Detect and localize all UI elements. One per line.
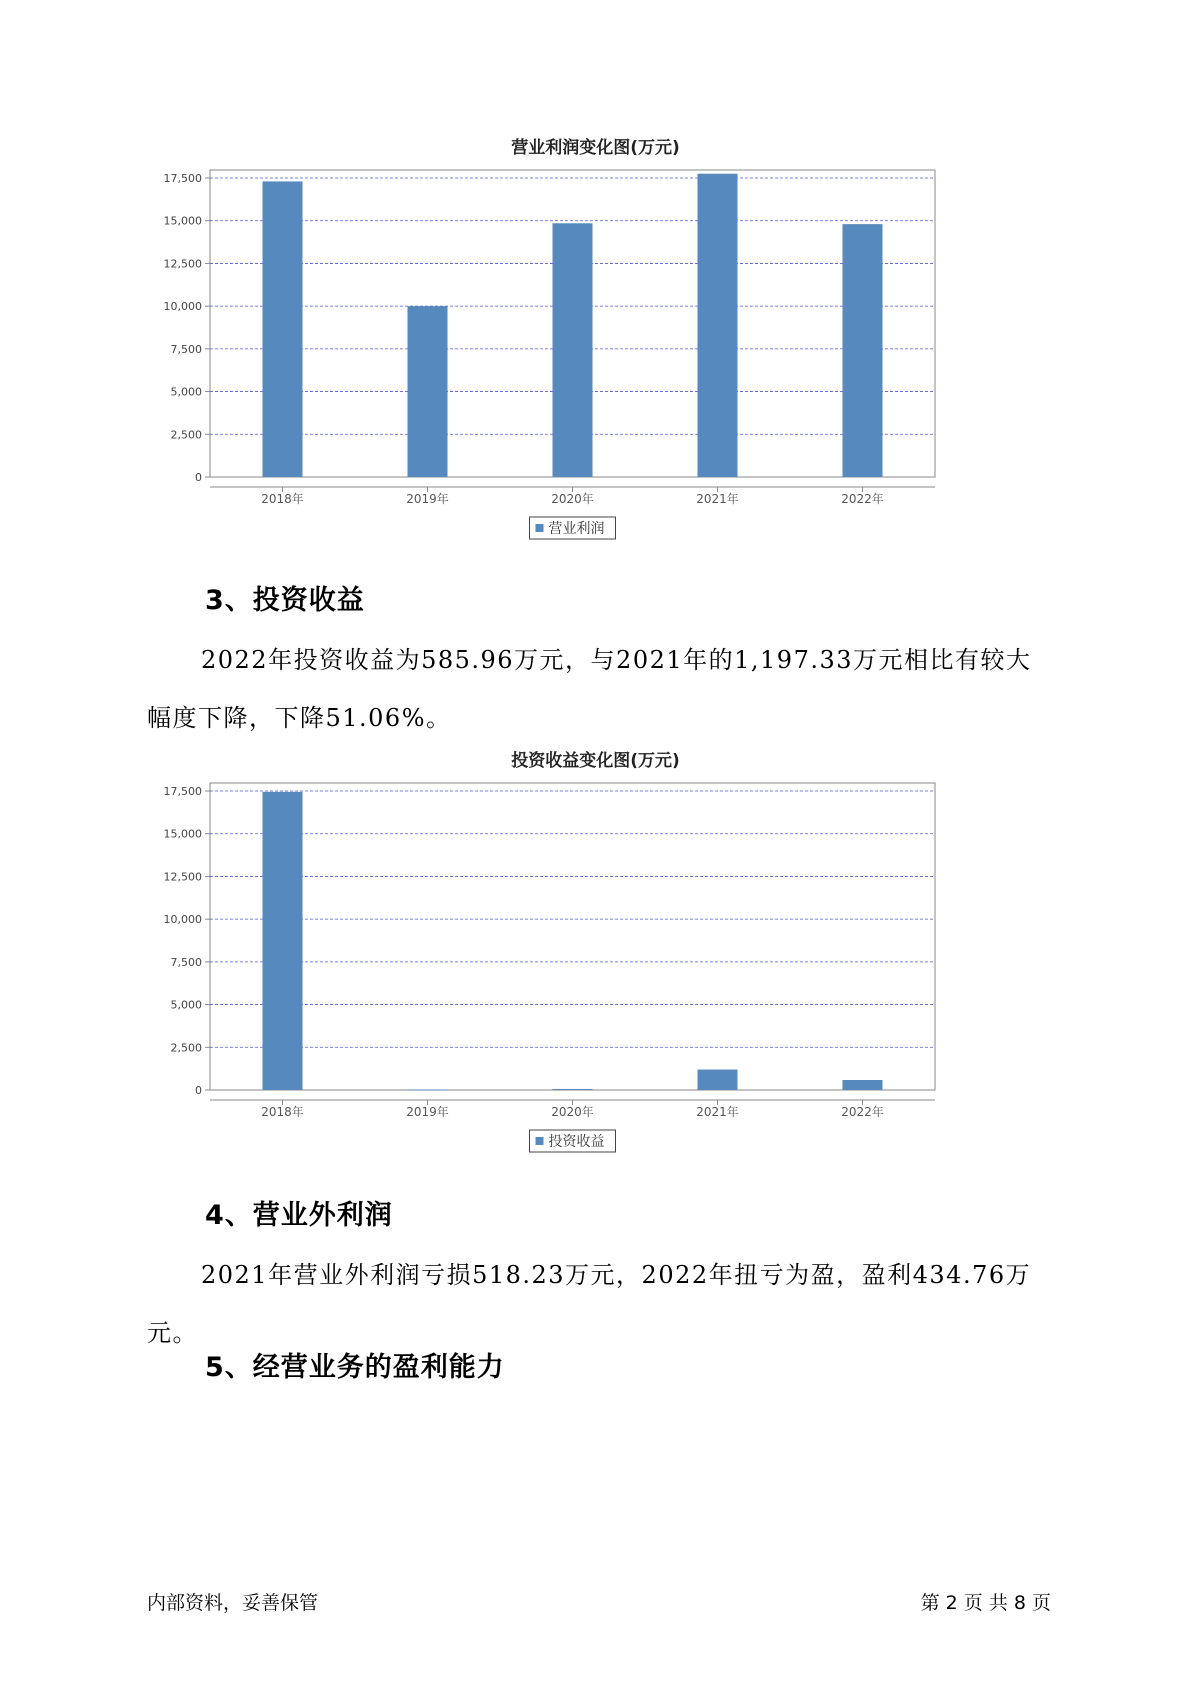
y-tick-label: 15,000 xyxy=(163,827,202,841)
x-tick-label: 2018年 xyxy=(261,492,304,506)
x-tick-label: 2021年 xyxy=(696,1105,739,1119)
y-tick-label: 0 xyxy=(195,471,202,484)
y-tick-label: 5,000 xyxy=(170,385,202,399)
y-tick-label: 10,000 xyxy=(163,913,202,927)
x-tick-label: 2020年 xyxy=(551,1105,594,1119)
section3-paragraph: 2022年投资收益为585.96万元，与2021年的1,197.33万元相比有较大幅度下降，下降51.06%。 xyxy=(147,646,1032,732)
section3-heading: 3、投资收益 xyxy=(205,585,365,616)
y-tick-label: 15,000 xyxy=(163,214,202,228)
plot-frame xyxy=(210,783,935,1090)
y-tick-label: 10,000 xyxy=(163,300,202,314)
x-tick-label: 2021年 xyxy=(696,492,739,506)
y-tick-label: 7,500 xyxy=(170,955,202,969)
section5-heading: 5、经营业务的盈利能力 xyxy=(205,1352,505,1383)
y-tick-label: 7,500 xyxy=(170,342,202,356)
bar xyxy=(553,223,593,477)
legend-label: 投资收益 xyxy=(548,1134,605,1150)
chart2-title: 投资收益变化图(万元) xyxy=(511,751,680,771)
x-tick-label: 2022年 xyxy=(841,492,884,506)
x-tick-label: 2018年 xyxy=(261,1105,304,1119)
legend-swatch xyxy=(536,524,544,532)
footer-page-number: 第 2 页 共 8 页 xyxy=(920,1592,1051,1614)
y-tick-label: 5,000 xyxy=(170,998,202,1012)
bar xyxy=(263,181,303,477)
bar xyxy=(843,224,883,477)
bar xyxy=(553,1089,593,1090)
y-tick-label: 17,500 xyxy=(163,172,202,185)
investment-income-chart xyxy=(140,783,1020,1163)
bar xyxy=(698,1070,738,1090)
y-tick-label: 2,500 xyxy=(170,1041,202,1055)
legend-label: 营业利润 xyxy=(548,521,605,537)
x-tick-label: 2019年 xyxy=(406,1105,449,1119)
x-tick-label: 2022年 xyxy=(841,1105,884,1119)
footer-confidential-note: 内部资料，妥善保管 xyxy=(147,1592,319,1614)
bar xyxy=(263,792,303,1090)
bar xyxy=(408,1089,448,1090)
operating-profit-chart xyxy=(140,170,1020,550)
bar xyxy=(408,306,448,477)
y-tick-label: 17,500 xyxy=(163,785,202,798)
x-tick-label: 2020年 xyxy=(551,492,594,506)
y-tick-label: 12,500 xyxy=(163,257,202,271)
y-tick-label: 2,500 xyxy=(170,428,202,442)
y-tick-label: 0 xyxy=(195,1084,202,1097)
legend-swatch xyxy=(536,1137,544,1145)
chart1-title: 营业利润变化图(万元) xyxy=(511,138,680,158)
section4-paragraph: 2021年营业外利润亏损518.23万元，2022年扭亏为盈，盈利434.76万元。 xyxy=(147,1261,1032,1347)
bar xyxy=(843,1080,883,1090)
section4-heading: 4、营业外利润 xyxy=(205,1200,393,1231)
x-tick-label: 2019年 xyxy=(406,492,449,506)
y-tick-label: 12,500 xyxy=(163,870,202,884)
bar xyxy=(698,174,738,477)
